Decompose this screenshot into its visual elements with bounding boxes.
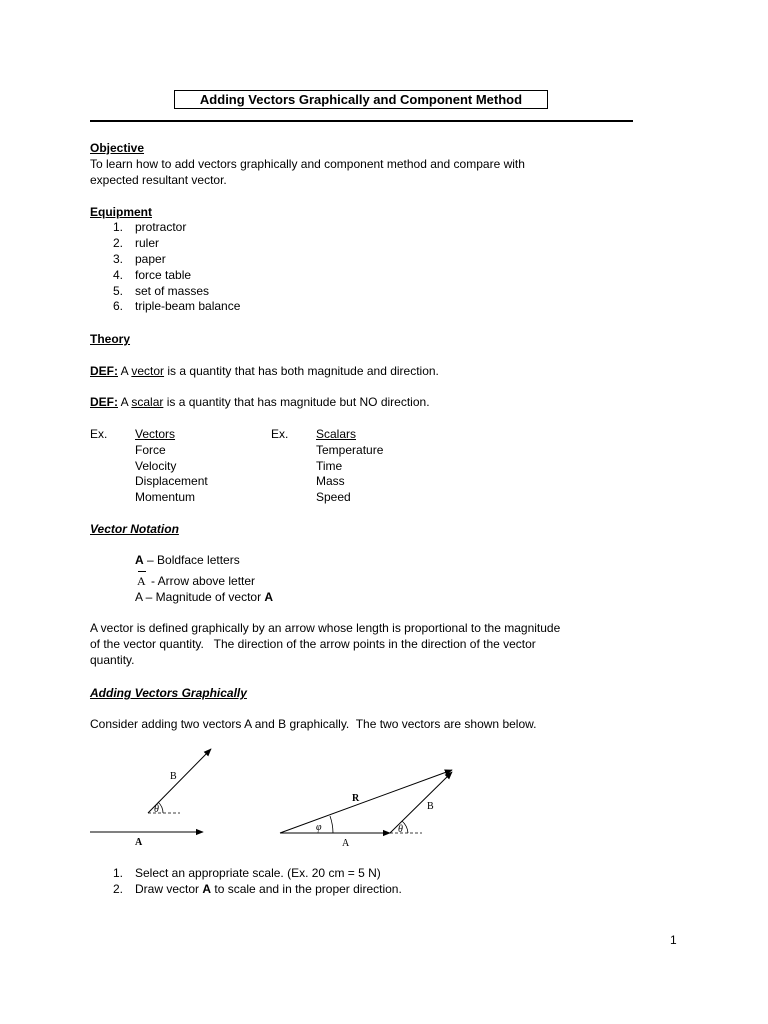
equipment-item: 4. force table [113, 268, 192, 282]
vector-example: Force [135, 443, 166, 457]
label-phi: φ [316, 822, 322, 833]
equipment-heading: Equipment [90, 205, 152, 219]
label-b: B [170, 771, 177, 782]
label-theta: θ [398, 824, 403, 835]
equipment-item: 6. triple-beam balance [113, 299, 241, 313]
adding-vectors-heading: Adding Vectors Graphically [90, 686, 247, 700]
adding-vectors-intro: Consider adding two vectors A and B graphically. The two vectors are shown below. [90, 717, 537, 731]
ex-label-vectors: Ex. [90, 427, 108, 441]
equipment-item: 1. protractor [113, 220, 187, 234]
vector-example: Displacement [135, 474, 208, 488]
vector-addition-figure [0, 740, 768, 860]
label-b: B [427, 801, 434, 812]
scalar-example: Temperature [316, 443, 384, 457]
document-title: Adding Vectors Graphically and Component Method [174, 90, 548, 109]
equipment-item: 3. paper [113, 252, 166, 266]
objective-line-2: expected resultant vector. [90, 173, 227, 187]
objective-line-1: To learn how to add vectors graphically and component method and compare with [90, 157, 525, 171]
vector-notation-heading: Vector Notation [90, 522, 179, 536]
vector-definition-line-2: of the vector quantity. The direction of the arrow points in the direction of the vector [90, 637, 536, 651]
equipment-item: 2. ruler [113, 236, 160, 250]
vector-example: Velocity [135, 459, 177, 473]
right-diagram [280, 770, 452, 849]
left-diagram [90, 749, 211, 848]
objective-heading: Objective [90, 141, 145, 155]
vector-example: Momentum [135, 490, 196, 504]
theory-heading: Theory [90, 332, 131, 346]
ex-label-scalars: Ex. [271, 427, 289, 441]
vector-definition-line-1: A vector is defined graphically by an arrow whose length is proportional to the magnitude [90, 621, 561, 635]
definition-vector: DEF: A vector is a quantity that has both magnitude and direction. [90, 364, 439, 378]
overline-arrow-icon [138, 571, 146, 572]
equipment-item: 5. set of masses [113, 284, 210, 298]
title-rule [90, 120, 633, 122]
notation-arrow: A - Arrow above letter [135, 573, 255, 589]
label-a: A [342, 838, 350, 849]
label-theta: θ [154, 804, 159, 815]
step-item: 2. Draw vector A to scale and in the proper direction. [113, 882, 402, 896]
definition-scalar: DEF: A scalar is a quantity that has magnitude but NO direction. [90, 395, 430, 409]
vector-definition-line-3: quantity. [90, 653, 135, 667]
scalar-example: Mass [316, 474, 345, 488]
scalars-header: Scalars [316, 427, 357, 441]
notation-magnitude: A – Magnitude of vector A [135, 590, 274, 604]
step-item: 1. Select an appropriate scale. (Ex. 20 cm = 5 N) [113, 866, 381, 880]
notation-boldface: A – Boldface letters [135, 553, 240, 567]
label-r: R [352, 793, 360, 804]
vectors-header: Vectors [135, 427, 176, 441]
scalar-example: Speed [316, 490, 351, 504]
page-number: 1 [670, 933, 677, 947]
scalar-example: Time [316, 459, 343, 473]
label-a: A [135, 837, 143, 848]
arrow-letter: A [135, 573, 148, 589]
phi-arc [330, 816, 333, 833]
